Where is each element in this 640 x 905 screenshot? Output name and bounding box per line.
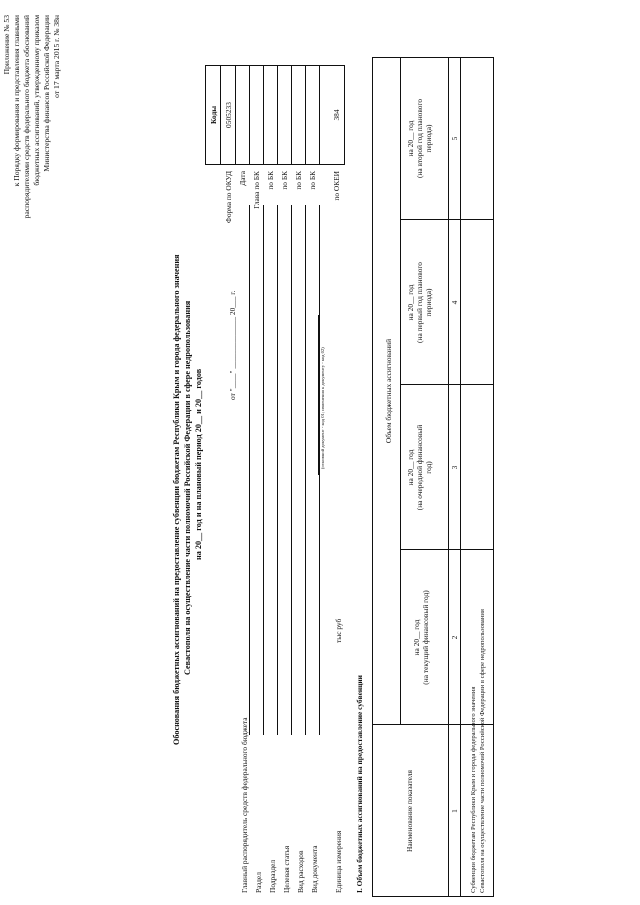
field-label: Вид документа: [310, 845, 319, 893]
date-line: от "____" ______________ 20___ г.: [228, 290, 237, 400]
table-row-line: [460, 57, 461, 897]
table-row-label: Севастополя на осуществление части полномочий Российской Федерации в сфере недропользования: [479, 609, 486, 893]
table-row-line: [400, 57, 401, 725]
field-line: [319, 205, 320, 735]
field-line: [291, 205, 292, 735]
col-number: 5: [450, 136, 459, 141]
code-label: по БК: [308, 171, 317, 190]
field-label: Вид расходов: [296, 850, 305, 893]
col-header: на 20__ год: [406, 120, 415, 157]
field-label: Раздел: [254, 872, 263, 893]
unit-label: Единица измерения: [334, 830, 343, 893]
col-header: на 20__ год: [406, 284, 415, 321]
codes-row-line: [263, 65, 264, 165]
appendix-line: распорядителями средств федерального бюджета обоснований: [22, 15, 31, 219]
appendix-line: к Порядку формирования и представления главными: [12, 15, 21, 187]
codes-row-line: [220, 65, 221, 165]
col-header: год): [424, 461, 433, 474]
field-line: [277, 205, 278, 735]
col-header: периода): [424, 124, 433, 153]
col-number: 4: [450, 300, 459, 305]
code-label: по БК: [294, 171, 303, 190]
col-header: (на второй год планового: [415, 98, 424, 179]
code-label: по БК: [266, 171, 275, 190]
appendix-line: от 17 марта 2015 г. № 38н: [52, 15, 61, 98]
codes-row-line: [319, 65, 320, 165]
field-line: [263, 205, 264, 735]
code-label: Глава по БК: [252, 171, 261, 209]
table-row-label: Субвенции бюджетам Республики Крым и города федерального значения: [470, 686, 477, 893]
appendix-line: Министерства финансов Российской Федерации: [42, 15, 51, 172]
title-line-3: на 20__ год и на плановый период 20__ и 20__ годов: [194, 368, 203, 560]
appendix-line: бюджетных ассигнований, утвержденному приказом: [32, 15, 41, 186]
code-value: 0505233: [224, 102, 233, 128]
code-label: Дата: [238, 171, 247, 186]
col-header: (на очередной финансовый: [415, 424, 424, 511]
col-header: (на текущий финансовый год): [421, 590, 430, 685]
title-line-2: Севастополя на осуществление части полномочий Российской Федерации в сфере недропользования: [183, 300, 192, 675]
field-label: Подраздел: [268, 859, 277, 893]
col-number: 3: [450, 465, 459, 470]
appendix-line: Приложение № 53: [2, 15, 11, 75]
field-line: [305, 205, 306, 735]
codes-row-line: [277, 65, 278, 165]
col-number: 1: [450, 809, 459, 813]
codes-header: Коды: [209, 106, 218, 124]
col-header: периода): [424, 288, 433, 317]
code-value: 384: [332, 109, 341, 121]
appendix-block: [2, 15, 72, 345]
code-label: Форма по ОКУД: [224, 171, 233, 224]
col-group-header: Объем бюджетных ассигнований: [384, 338, 393, 444]
col-header: на 20__ год: [406, 449, 415, 486]
codes-row-line: [291, 65, 292, 165]
title-line-1: Обоснования бюджетных ассигнований на предоставление субвенции бюджетам Республики Крым и города федерального значения: [172, 254, 181, 745]
field-line: [249, 205, 250, 735]
col-number: 2: [450, 635, 459, 640]
col-header: на 20__ год: [412, 619, 421, 656]
col-header: (на первый год планового: [415, 262, 424, 343]
col-header-name: Наименование показателя: [405, 770, 414, 852]
field-label: Главный распорядитель средств федерального бюджета: [240, 717, 249, 893]
table-row-line: [448, 57, 449, 897]
unit-value: тыс руб: [334, 618, 343, 643]
codes-row-line: [305, 65, 306, 165]
code-label: по ОКЕИ: [332, 171, 341, 201]
field-label: Целевая статья: [282, 845, 291, 893]
codes-row-line: [235, 65, 236, 165]
code-label: по БК: [280, 171, 289, 190]
codes-row-line: [249, 65, 250, 165]
section-title: I. Объем бюджетных ассигнований на предоставление субвенции: [355, 675, 364, 893]
document-kind-caption: (основной документ - код 01; изменения к документу - код 02): [320, 347, 325, 469]
